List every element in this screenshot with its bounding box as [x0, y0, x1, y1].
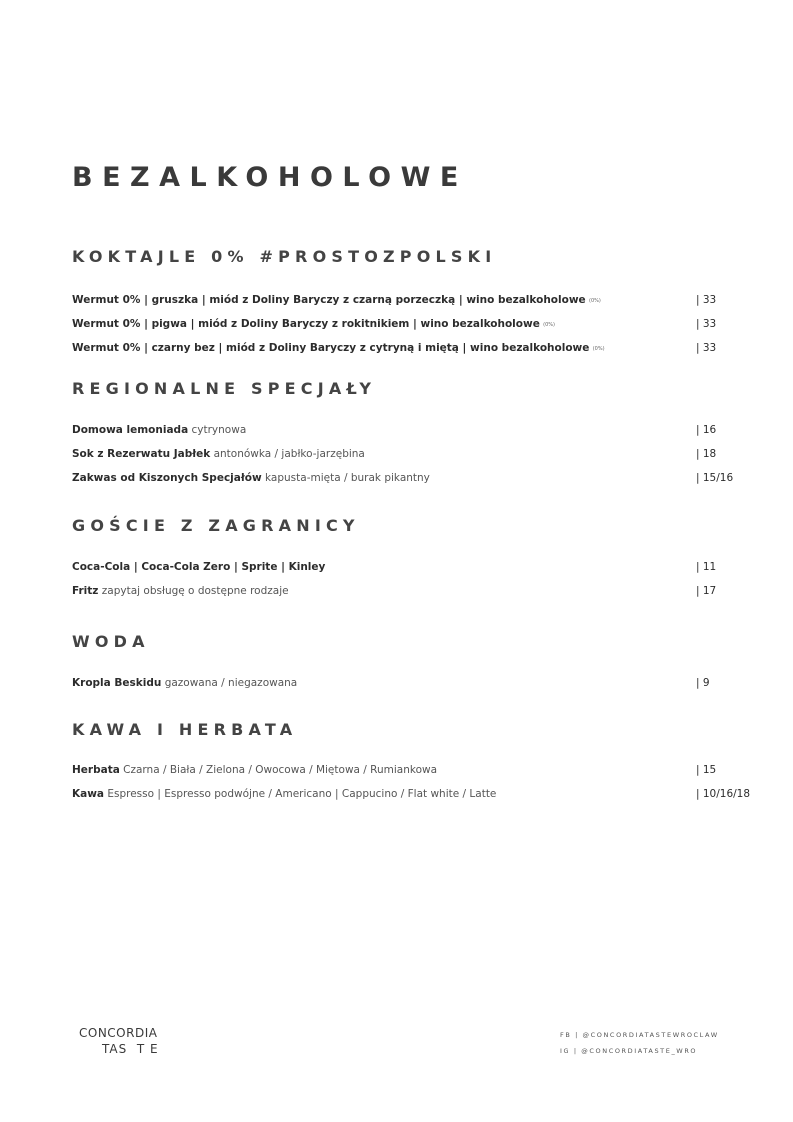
item-name: Kropla Beskidu: [72, 677, 162, 689]
logo-line-2: TAS T E: [102, 1042, 159, 1056]
menu-item: [72, 671, 762, 695]
item-name: Coca-Cola | Coca-Cola Zero | Sprite | Kinley: [72, 561, 326, 573]
item-price: | 33: [696, 342, 717, 354]
item-price: | 33: [696, 294, 717, 306]
menu-item: [72, 782, 762, 806]
item-name: Wermut 0% | pigwa | miód z Doliny Baryczy z rokitnikiem | wino bezalkoholowe: [72, 318, 540, 330]
item-name: Domowa lemoniada: [72, 424, 189, 436]
item-desc: antonówka / jabłko-jarzębina: [213, 448, 365, 460]
menu-item: [72, 442, 762, 466]
item-price: | 16: [696, 424, 717, 436]
item-desc: Czarna / Biała / Zielona / Owocowa / Miętowa / Rumiankowa: [123, 764, 438, 776]
item-desc: kapusta-mięta / burak pikantny: [265, 472, 430, 484]
menu-item: [72, 758, 762, 782]
menu-item: [72, 579, 762, 603]
item-price: | 33: [696, 318, 717, 330]
item-price: | 15: [696, 764, 717, 776]
menu-item: [72, 555, 762, 579]
item-price: | 10/16/18: [696, 788, 751, 800]
section-woda: [72, 632, 762, 695]
page-title: BEZALKOHOLOWE: [72, 162, 468, 193]
item-note: (0%): [592, 346, 605, 352]
section-regionalne: [72, 379, 762, 490]
section-title: GOŚCIE Z ZAGRANICY: [72, 516, 360, 535]
item-desc: Espresso | Espresso podwójne / Americano | Cappucino / Flat white / Latte: [107, 788, 497, 800]
section-title: REGIONALNE SPECJAŁY: [72, 379, 377, 398]
item-name: Wermut 0% | gruszka | miód z Doliny Baryczy z czarną porzeczką | wino bezalkoholowe: [72, 294, 586, 306]
menu-item: [72, 466, 762, 490]
item-name: Fritz: [72, 585, 99, 597]
logo-line-1: CONCORDIA: [79, 1026, 158, 1040]
brand-logo: [79, 1025, 159, 1057]
section-title: WODA: [72, 632, 150, 651]
item-desc: cytrynowa: [191, 424, 247, 436]
item-name: Kawa: [72, 788, 105, 800]
section-title: KAWA I HERBATA: [72, 720, 298, 739]
section-goscie: [72, 516, 762, 603]
item-note: (0%): [589, 298, 601, 304]
item-name: Zakwas od Kiszonych Specjałów: [72, 472, 262, 484]
section-koktajle: [72, 247, 762, 360]
facebook-handle: FB | @CONCORDIATASTEWROCLAW: [560, 1031, 719, 1039]
menu-item: [72, 288, 762, 312]
item-price: | 18: [696, 448, 717, 460]
item-price: | 9: [696, 677, 710, 689]
item-name: Herbata: [72, 764, 120, 776]
item-price: | 17: [696, 585, 717, 597]
section-title: KOKTAJLE 0% #PROSTOZPOLSKI: [72, 247, 497, 266]
item-desc: gazowana / niegazowana: [164, 677, 298, 689]
social-links: [560, 1027, 719, 1059]
menu-item: [72, 418, 762, 442]
menu-item: [72, 336, 762, 360]
item-price: | 15/16: [696, 472, 734, 484]
item-note: (0%): [543, 322, 556, 328]
menu-item: [72, 312, 762, 336]
instagram-handle: IG | @CONCORDIATASTE_WRO: [560, 1047, 698, 1055]
item-desc: zapytaj obsługę o dostępne rodzaje: [101, 585, 289, 597]
item-name: Wermut 0% | czarny bez | miód z Doliny Baryczy z cytryną i miętą | wino bezalkoholowe: [72, 342, 590, 354]
item-price: | 11: [696, 561, 717, 573]
section-kawa-herbata: [72, 720, 762, 806]
item-name: Sok z Rezerwatu Jabłek: [72, 448, 211, 460]
